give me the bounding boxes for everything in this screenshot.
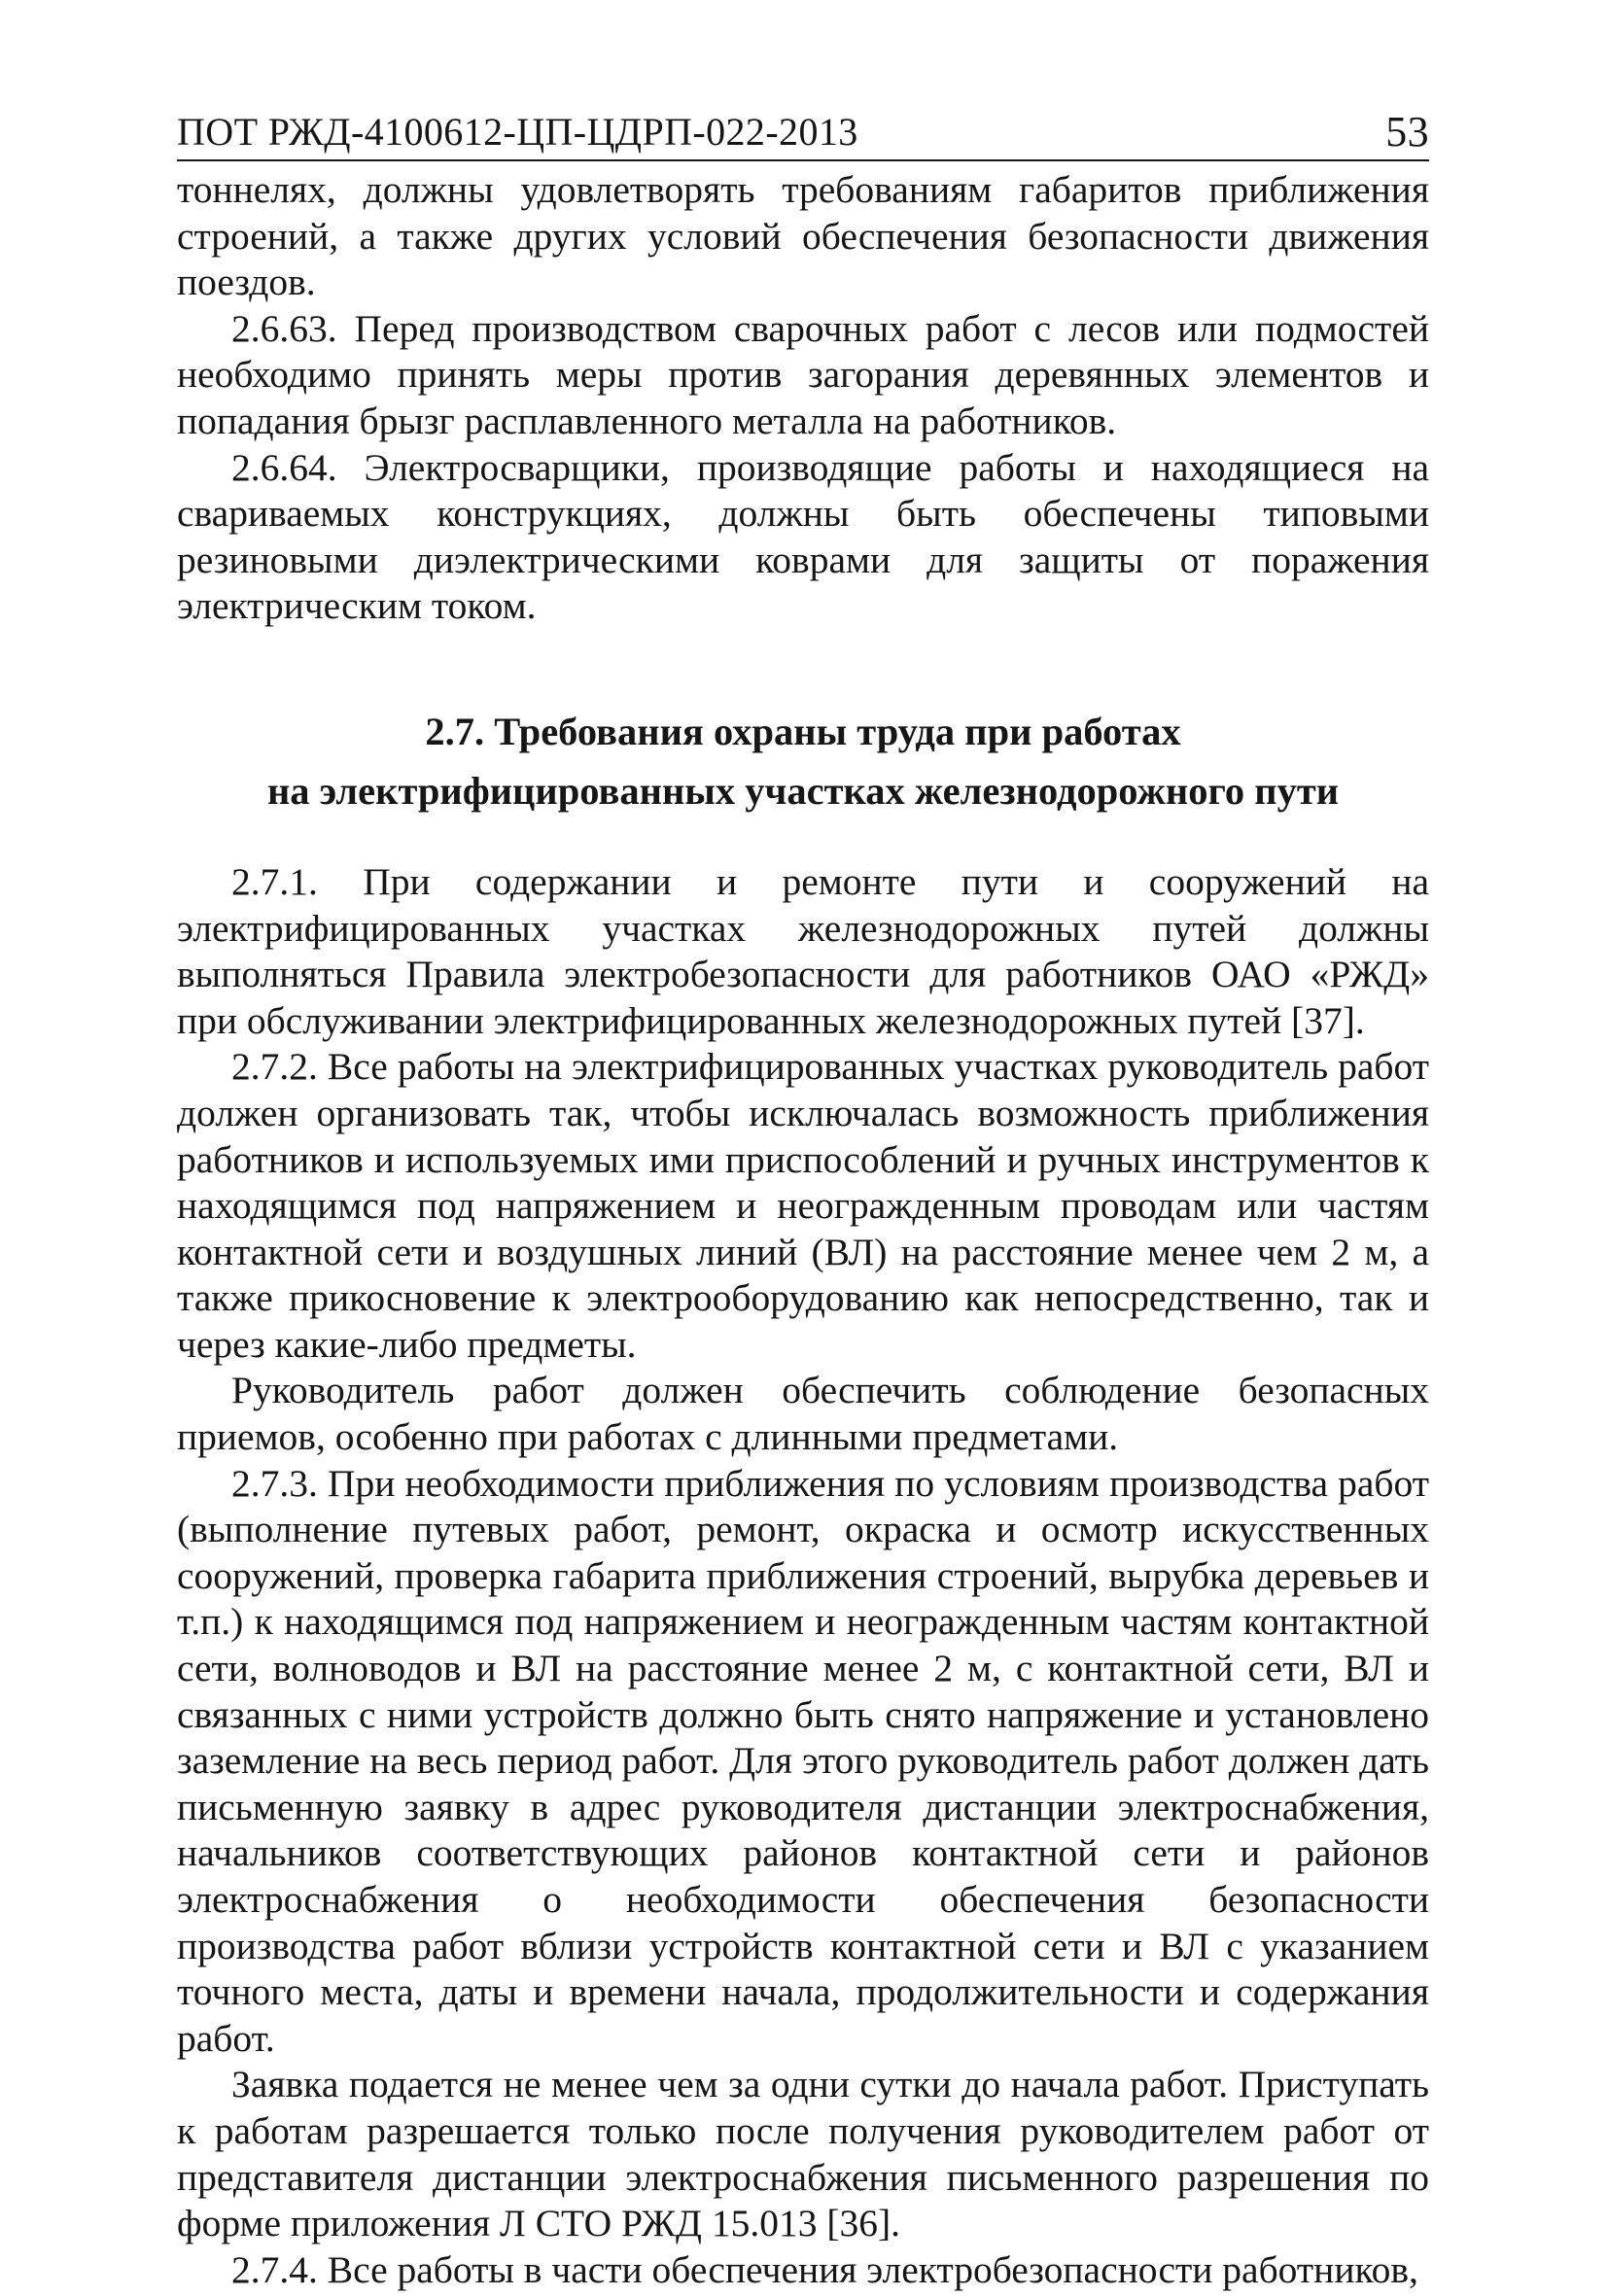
body-text-before	[177, 167, 1429, 630]
section-heading	[177, 702, 1429, 820]
running-header	[177, 109, 1429, 161]
paragraph-2-6-64: 2.6.64. Электросварщики, производящие работы и находящиеся на свариваемых конструкциях, должны быть обеспечены типовыми резиновыми диэлектрическими коврами для защиты от поражения электрическим током.	[177, 445, 1429, 628]
paragraph-2-6-63: 2.6.63. Перед производством сварочных работ с лесов или подмостей необходимо принять меры против загорания деревянных элементов и попадания брызг расплавленного металла на работников.	[177, 306, 1429, 442]
paragraph-2-7-3: 2.7.3. При необходимости приближения по условиям производства работ (выполнение путевых работ, ремонт, окраска и осмотр искусственных сооружений, проверка габарита приближения строений, вырубка деревьев и т.п.) к находящимся под напряжением и неогражденным частям контактной сети, волноводов и ВЛ на расстояние менее 2 м, с контактной сети, ВЛ и связанных с ними устройств должно быть снято напряжение и установлено заземление на весь период работ. Для этого руководитель работ должен дать письменную заявку в адрес руководителя дистанции электроснабжения, начальников соответствующих районов контактной сети и районов электроснабжения о необходимости обеспечения безопасности производства работ вблизи устройств контактной сети и ВЛ с указанием точного места, даты и времени начала, продолжительности и содержания работ.	[177, 1461, 1429, 2060]
section-title-line-2: на электрифицированных участках железнодорожного пути	[266, 768, 1340, 813]
page-number: 53	[1385, 108, 1429, 156]
paragraph-continuation: тоннелях, должны удовлетворять требованиям габаритов приближения строений, а также других условий обеспечения безопасности движения поездов.	[177, 168, 1429, 304]
section-title-line-1: 2.7. Требования охраны труда при работах	[425, 709, 1181, 753]
paragraph-request: Заявка подается не менее чем за одни сутки до начала работ. Приступать к работам разрешается только после получения руководителем работ от представителя дистанции электроснабжения письменного разрешения по форме приложения Л СТО РЖД 15.013 [36].	[177, 2063, 1429, 2245]
paragraph-2-7-4: 2.7.4. Все работы в части обеспечения электробезопасности работников,	[231, 2247, 1418, 2291]
document-code: ПОТ РЖД-4100612-ЦП-ЦДРП-022-2013	[177, 110, 858, 154]
paragraph-2-7-1: 2.7.1. При содержании и ремонте пути и сооружений на электрифицированных участках железнодорожных путей должны выполняться Правила электробезопасности для работников ОАО «РЖД» при обслуживании электрифицированных железнодорожных путей [37].	[177, 859, 1429, 1042]
paragraph-2-7-2: 2.7.2. Все работы на электрифицированных участках руководитель работ должен организовать так, чтобы исключалась возможность приближения работников и используемых ими приспособлений и ручных инструментов к находящимся под напряжением и неогражденным проводам или частям контактной сети и воздушных линий (ВЛ) на расстояние менее чем 2 м, а также прикосновение к электрооборудованию как непосредственно, так и через какие-либо предметы.	[177, 1045, 1429, 1366]
paragraph-safe-methods: Руководитель работ должен обеспечить соблюдение безопасных приемов, особенно при работах с длинными предметами.	[177, 1369, 1429, 1459]
document-page	[177, 109, 1429, 2293]
body-text-after	[177, 859, 1429, 2293]
